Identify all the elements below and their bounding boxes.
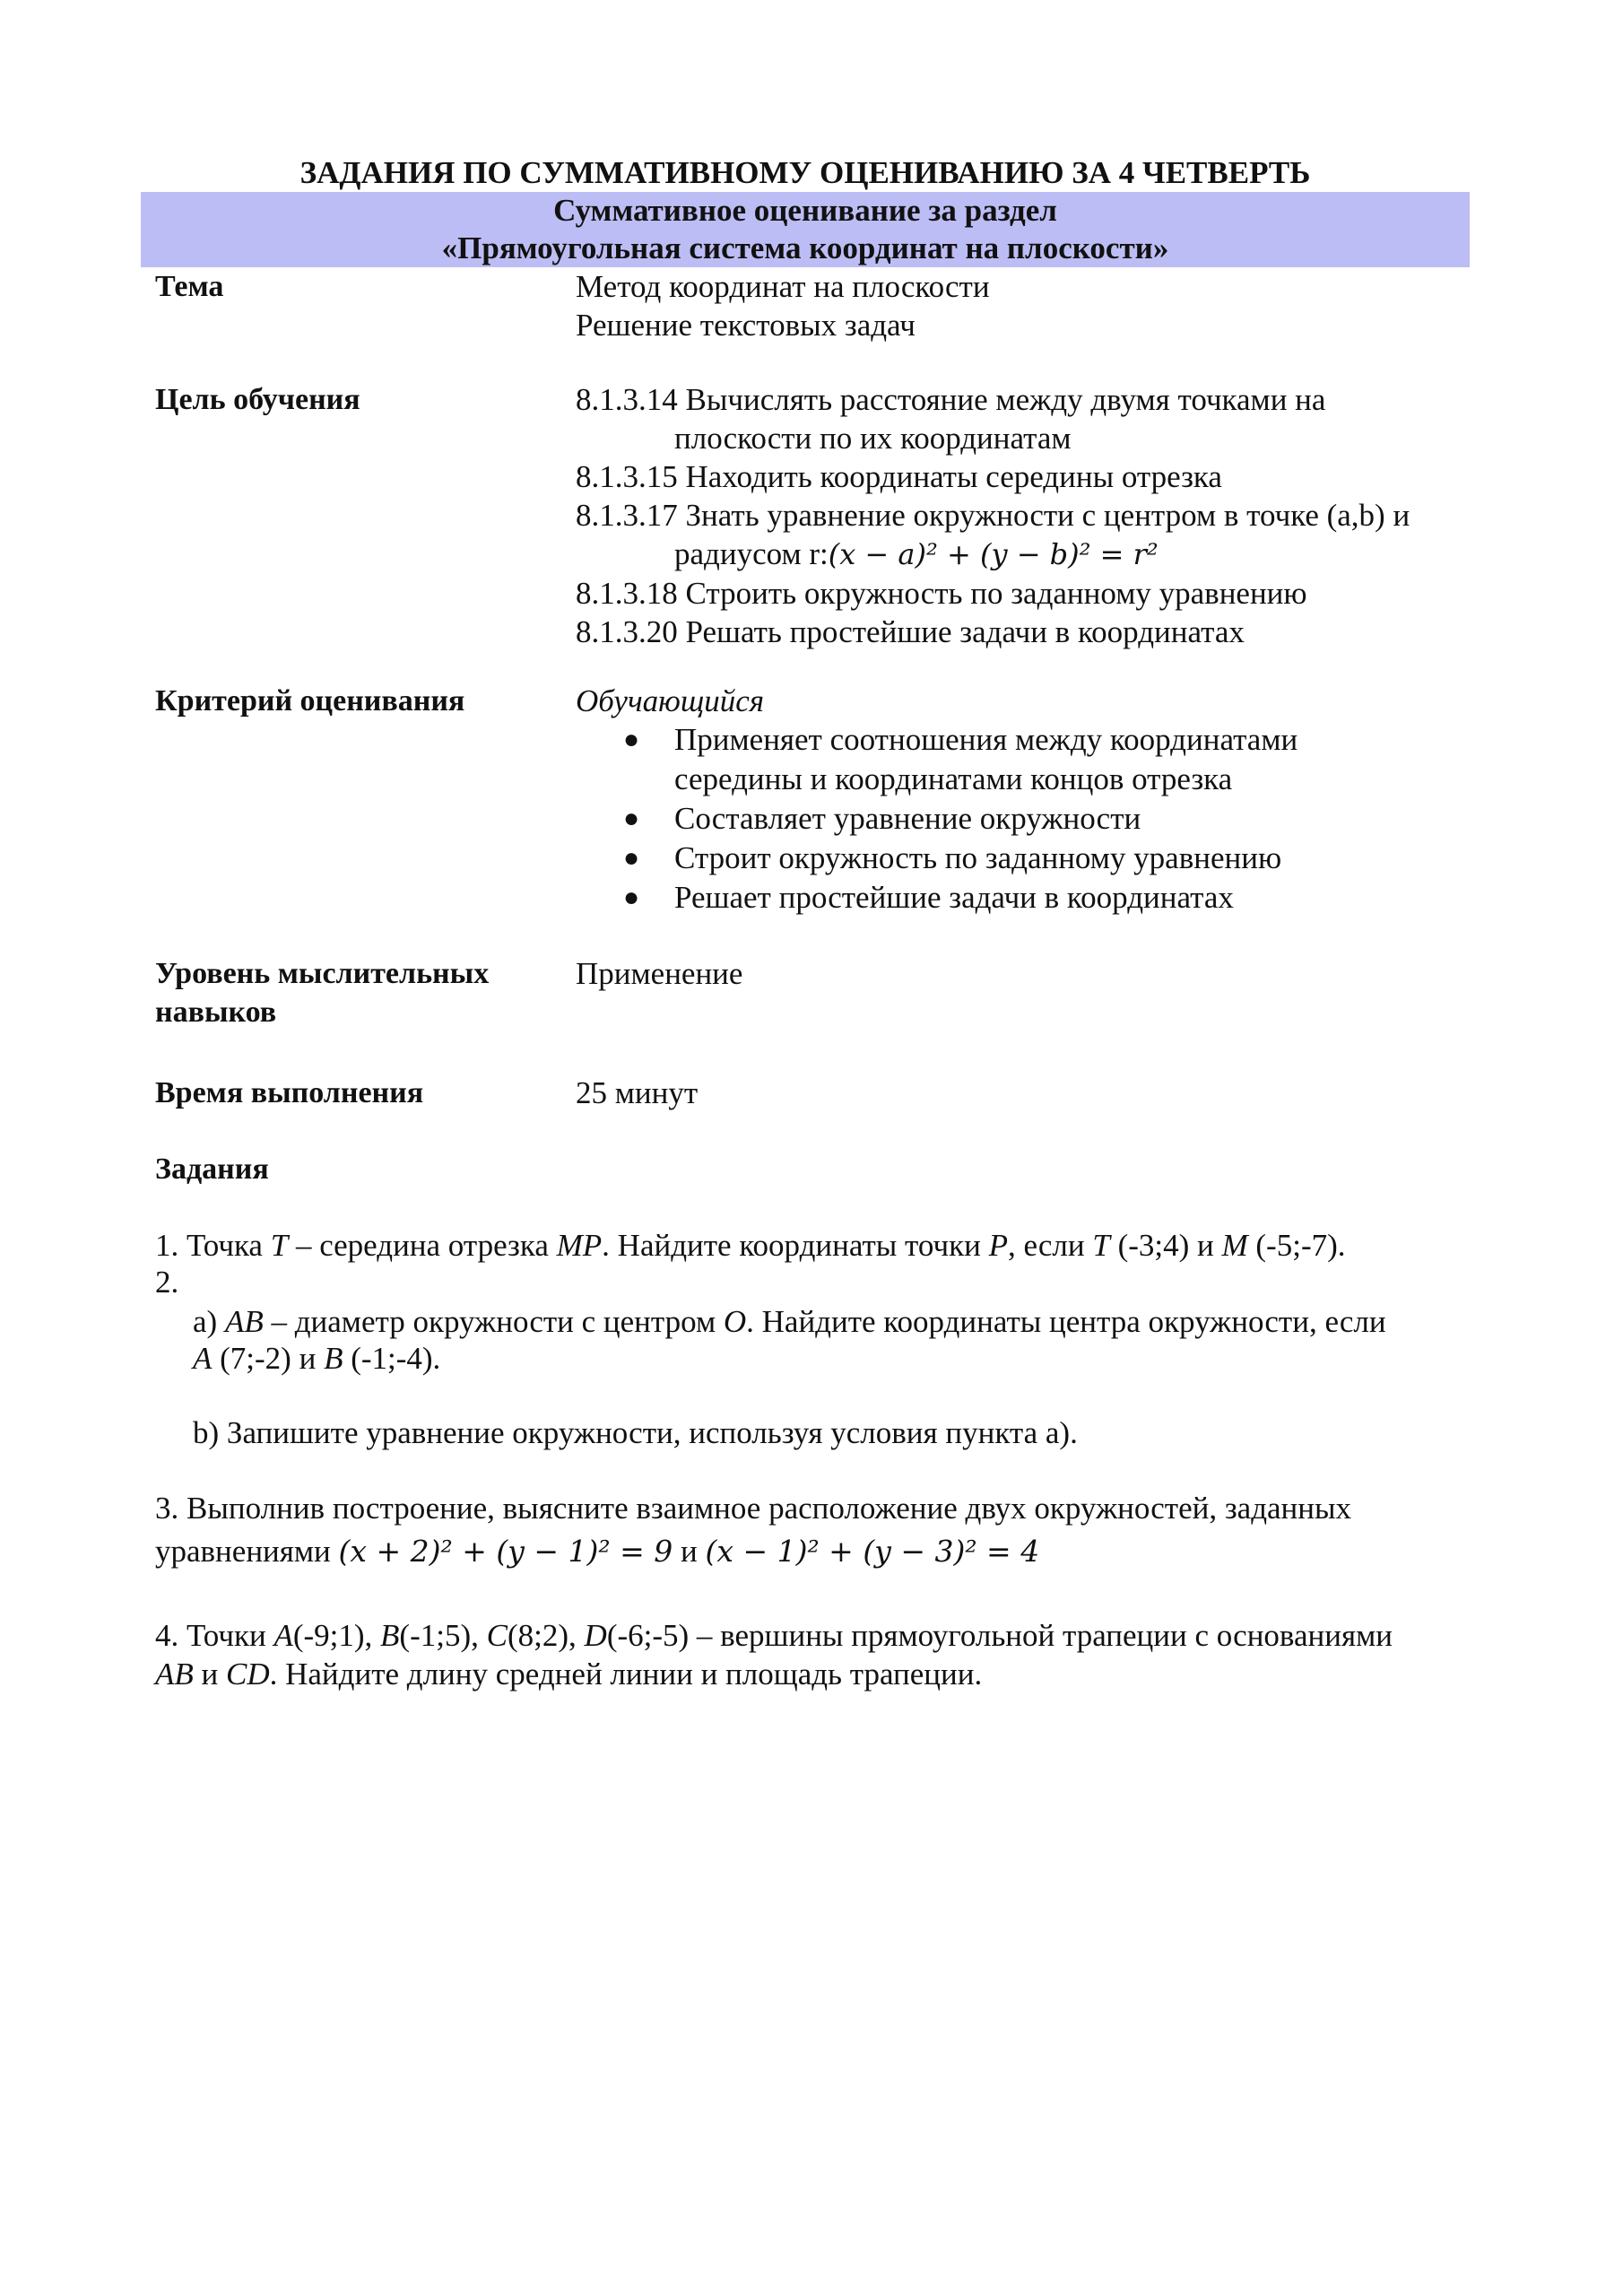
document-title: ЗАДАНИЯ ПО СУММАТИВНОМУ ОЦЕНИВАНИЮ ЗА 4 ЧЕТВЕРТЬ <box>299 155 1311 190</box>
task-2b: b) Запишите уравнение окружности, используя условия пункта а). <box>193 1415 1078 1450</box>
criteria-block <box>576 682 1472 918</box>
topic-line: Метод координат на плоскости <box>576 269 990 304</box>
section-banner <box>141 192 1470 267</box>
circle-equation: (x − a)² + (y − b)² = r² <box>828 537 1159 571</box>
bullet-icon: ● <box>623 883 640 912</box>
bullet-icon: ● <box>623 725 640 754</box>
topic-value <box>576 267 1472 344</box>
topic-label: Тема <box>155 270 224 303</box>
goal-item: 8.1.3.20 Решать простейшие задачи в координатах <box>576 614 1245 649</box>
task-3: 3. Выполнив построение, выясните взаимное расположение двух окружностей, заданных <box>155 1491 1352 1526</box>
criteria-list <box>576 720 1472 918</box>
task-4-continuation: AB и CD. Найдите длину средней линии и площадь трапеции. <box>155 1657 983 1692</box>
radius-text: радиусом r: <box>674 536 829 571</box>
goal-item: 8.1.3.17 Знать уравнение окружности с центром в точке (a,b) и <box>576 498 1410 533</box>
bullet-icon: ● <box>623 804 640 833</box>
goal-label: Цель обучения <box>155 383 360 416</box>
task-4: 4. Точки A(-9;1), B(-1;5), C(8;2), D(-6;-5) – вершины прямоугольной трапеции с основаниями <box>155 1618 1393 1653</box>
criteria-item: ● Составляет уравнение окружности <box>576 799 1472 839</box>
topic-line: Решение текстовых задач <box>576 308 916 343</box>
criteria-item: ● Строит окружность по заданному уравнению <box>576 839 1472 878</box>
task-1: 1. Точка T – середина отрезка MP. Найдите координаты точки P, если T (-3;4) и M (-5;-7). <box>155 1228 1346 1263</box>
task-2a: a) AB – диаметр окружности с центром O. Найдите координаты центра окружности, если <box>193 1304 1386 1339</box>
goal-item: 8.1.3.18 Строить окружность по заданному уравнению <box>576 576 1307 611</box>
criteria-item: ● Решает простейшие задачи в координатах <box>576 878 1472 918</box>
bullet-icon: ● <box>623 843 640 873</box>
tasks-heading: Задания <box>155 1152 269 1186</box>
banner-line-2: «Прямоугольная система координат на плоскости» <box>441 230 1169 265</box>
criteria-label: Критерий оценивания <box>155 684 465 718</box>
level-label: Уровень мыслительных навыков <box>155 957 490 1029</box>
time-value: 25 минут <box>576 1075 699 1110</box>
banner-line-1: Суммативное оценивание за раздел <box>553 193 1057 228</box>
task-3-equations: уравнениями (x + 2)² + (y − 1)² = 9 и (x − 1)² + (y − 3)² = 4 <box>155 1534 1040 1569</box>
circle-equation-1: (x + 2)² + (y − 1)² = 9 <box>338 1534 673 1569</box>
goal-item: 8.1.3.14 Вычислять расстояние между двумя точками на <box>576 382 1326 417</box>
goal-item-continuation: плоскости по их координатам <box>674 421 1072 456</box>
task-2a-continuation: A (7;-2) и B (-1;-4). <box>193 1341 441 1376</box>
goal-item-continuation <box>576 535 1472 574</box>
criteria-item: ● Применяет соотношения между координатами <box>576 720 1472 760</box>
time-label: Время выполнения <box>155 1076 424 1109</box>
goal-item: 8.1.3.15 Находить координаты середины отрезка <box>576 459 1222 494</box>
level-value: Применение <box>576 956 743 991</box>
circle-equation-2: (x − 1)² + (y − 3)² = 4 <box>705 1534 1040 1569</box>
criteria-lead: Обучающийся <box>576 683 765 718</box>
task-2-number: 2. <box>155 1265 179 1300</box>
goal-list <box>576 380 1472 651</box>
criteria-item-continuation: середины и координатами концов отрезка <box>674 761 1233 796</box>
